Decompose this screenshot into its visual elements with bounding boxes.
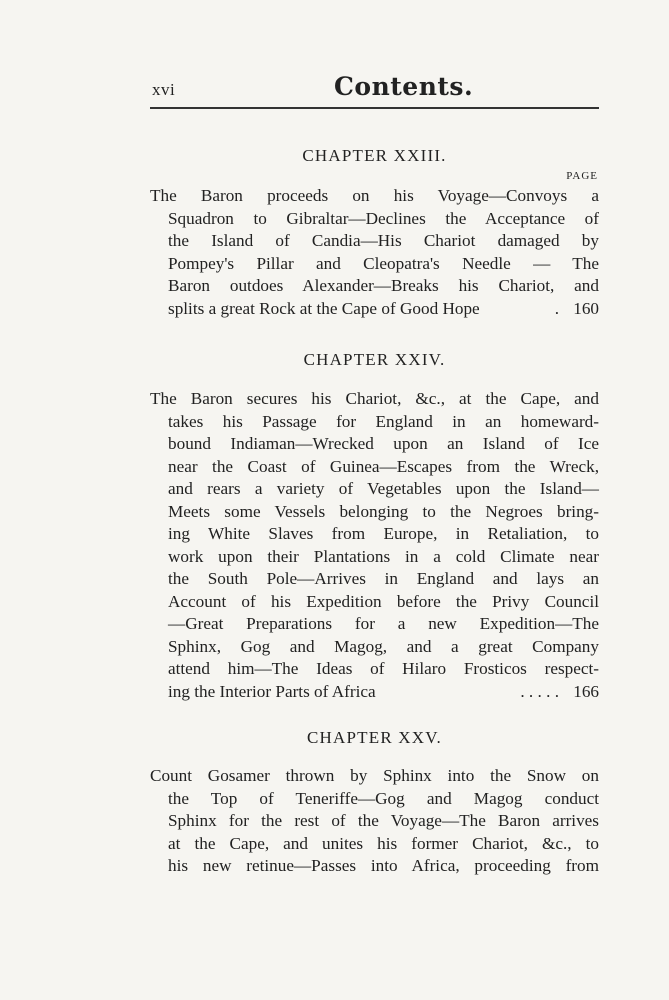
page-folio: xvi bbox=[152, 80, 176, 99]
summary-line: attend him—The Ideas of Hilaro Frosticos respect- bbox=[168, 659, 599, 678]
chapter-heading: CHAPTER XXIV. bbox=[303, 350, 446, 369]
dot-leader: . bbox=[554, 298, 559, 318]
summary-line: ing White Slaves from Europe, in Retaliation, to bbox=[168, 524, 599, 543]
summary-line: ing the Interior Parts of Africa bbox=[168, 681, 376, 701]
summary-line: the Island of Candia—His Chariot damaged by bbox=[168, 231, 599, 250]
summary-last-line bbox=[150, 681, 599, 704]
summary-line: and rears a variety of Vegetables upon the Island— bbox=[168, 479, 599, 498]
chapter-summary bbox=[150, 185, 599, 320]
chapter-summary bbox=[150, 388, 599, 703]
summary-line: the Top of Teneriffe—Gog and Magog conduct bbox=[168, 788, 599, 808]
dot-leader: . . . . . bbox=[520, 681, 559, 701]
summary-line: takes his Passage for England in an homeward- bbox=[168, 411, 599, 431]
summary-line: at the Cape, and unites his former Chariot, &c., to bbox=[168, 833, 599, 853]
summary-last-line bbox=[150, 298, 599, 321]
summary-line: Count Gosamer thrown by Sphinx into the Snow on bbox=[150, 766, 599, 785]
chapter-heading: CHAPTER XXIII. bbox=[302, 146, 447, 165]
summary-line: Account of his Expedition before the Privy Council bbox=[168, 591, 599, 611]
summary-line: Squadron to Gibraltar—Declines the Acceptance of bbox=[168, 208, 599, 228]
summary-line: The Baron secures his Chariot, &c., at the Cape, and bbox=[150, 389, 599, 408]
summary-line: bound Indiaman—Wrecked upon an Island of Ice bbox=[168, 434, 599, 453]
summary-line: near the Coast of Guinea—Escapes from the Wreck, bbox=[168, 456, 599, 476]
header-rule bbox=[150, 107, 599, 109]
summary-line: his new retinue—Passes into Africa, proceeding from bbox=[168, 856, 599, 875]
page-number[interactable]: 160 bbox=[573, 298, 599, 318]
summary-line: Meets some Vessels belonging to the Negroes bring- bbox=[168, 501, 599, 521]
summary-line: Sphinx for the rest of the Voyage—The Baron arrives bbox=[168, 811, 599, 830]
summary-line: —Great Preparations for a new Expedition—The bbox=[168, 614, 599, 633]
chapter-heading: CHAPTER XXV. bbox=[307, 728, 442, 747]
page-column-label: PAGE bbox=[566, 170, 598, 182]
running-head-title: Contents. bbox=[334, 72, 474, 101]
summary-line: splits a great Rock at the Cape of Good Hope bbox=[168, 298, 480, 318]
summary-line: work upon their Plantations in a cold Climate near bbox=[168, 546, 599, 566]
summary-line: The Baron proceeds on his Voyage—Convoys a bbox=[150, 186, 599, 205]
chapter-summary bbox=[150, 765, 599, 878]
page-number[interactable]: 166 bbox=[573, 681, 599, 701]
summary-line: the South Pole—Arrives in England and lays an bbox=[168, 569, 599, 588]
summary-line: Sphinx, Gog and Magog, and a great Company bbox=[168, 636, 599, 656]
summary-line: Baron outdoes Alexander—Breaks his Chariot, and bbox=[168, 276, 599, 295]
summary-line: Pompey's Pillar and Cleopatra's Needle — The bbox=[168, 253, 599, 273]
